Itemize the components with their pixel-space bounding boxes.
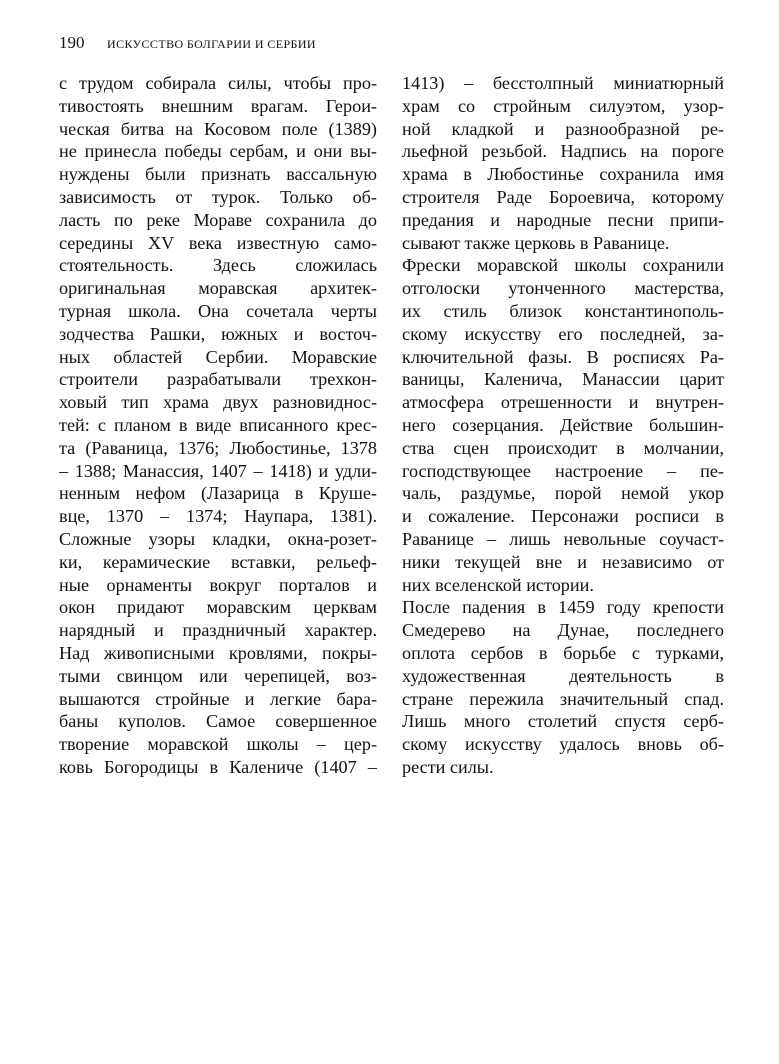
text-line: льефной резьбой. Надпись на пороге bbox=[402, 141, 724, 162]
text-line: нуждены были признать вассальную bbox=[59, 164, 377, 185]
text-line: сывают также церковь в Раванице. bbox=[402, 232, 670, 253]
text-line: ненным нефом (Лазарица в Круше- bbox=[59, 483, 377, 504]
text-line: чаль, раздумье, порой немой укор bbox=[402, 483, 724, 504]
page-number: 190 bbox=[59, 33, 85, 52]
text-line: зодчества Рашки, южных и восточ- bbox=[59, 323, 377, 344]
text-line: ники текущей вне и независимо от bbox=[402, 551, 724, 572]
text-line: Лишь много столетий спустя серб- bbox=[402, 711, 724, 732]
text-line: Фрески моравской школы сохранили bbox=[402, 255, 724, 276]
text-line: и сожаление. Персонажи росписи в bbox=[402, 506, 724, 527]
text-line: ных областей Сербии. Моравские bbox=[59, 346, 377, 367]
text-line: оригинальная моравская архитек- bbox=[59, 278, 377, 299]
text-line: 1413) – бесстолпный миниатюрный bbox=[402, 73, 724, 93]
text-line: стоятельность. Здесь сложилась bbox=[59, 255, 377, 276]
text-line: него созерцания. Действие большин- bbox=[402, 414, 724, 435]
text-line: вце, 1370 – 1374; Наупара, 1381). bbox=[59, 506, 377, 527]
text-line: не принесла победы сербам, и они вы- bbox=[59, 141, 377, 162]
text-line: скому искусству удалось вновь об- bbox=[402, 734, 724, 755]
text-line: баны куполов. Самое совершенное bbox=[59, 711, 377, 732]
text-line: храма в Любостинье сохранила имя bbox=[402, 164, 724, 185]
text-line: середины XV века известную само- bbox=[59, 232, 377, 253]
text-line: ные орнаменты вокруг порталов и bbox=[59, 574, 377, 595]
text-line: окон придают моравским церквам bbox=[59, 597, 377, 618]
text-line: с трудом собирала силы, чтобы про- bbox=[59, 73, 377, 93]
text-line: ковь Богородицы в Калениче (1407 – bbox=[59, 756, 377, 777]
text-line: ства сцен происходит в молчании, bbox=[402, 437, 724, 458]
text-line: строители разрабатывали трехкон- bbox=[59, 369, 377, 390]
text-line: скому искусству его последней, за- bbox=[402, 323, 724, 344]
text-line: После падения в 1459 году крепости bbox=[402, 597, 724, 618]
left-text-column bbox=[59, 72, 377, 779]
text-line: тей: с планом в виде вписанного крес- bbox=[59, 414, 377, 435]
text-line: Раванице – лишь невольные соучаст- bbox=[402, 528, 724, 549]
text-line: вышаются стройные и легкие бара- bbox=[59, 688, 377, 709]
text-line: тивостоять внешним врагам. Герои- bbox=[59, 95, 377, 116]
text-line: Смедерево на Дунае, последнего bbox=[402, 620, 724, 641]
page-header bbox=[59, 32, 724, 56]
text-line: оплота сербов в борьбе с турками, bbox=[402, 642, 724, 663]
text-line: ласть по реке Мораве сохранила до bbox=[59, 209, 377, 230]
text-line: художественная деятельность в bbox=[402, 665, 724, 686]
text-line: зависимость от турок. Только об- bbox=[59, 186, 377, 207]
text-line: отголоски утонченного мастерства, bbox=[402, 278, 724, 299]
text-line: ваницы, Каленича, Манассии царит bbox=[402, 369, 724, 390]
text-line: рести силы. bbox=[402, 756, 494, 777]
running-head: ИСКУССТВО БОЛГАРИИ И СЕРБИИ bbox=[107, 37, 316, 51]
text-line: турная школа. Она сочетала черты bbox=[59, 300, 377, 321]
text-line: ки, керамические вставки, рельеф- bbox=[59, 551, 377, 572]
text-line: та (Раваница, 1376; Любостинье, 1378 bbox=[59, 437, 377, 458]
right-text-column bbox=[402, 72, 724, 779]
text-line: нарядный и праздничный характер. bbox=[59, 620, 377, 641]
text-line: тыми свинцом или черепицей, воз- bbox=[59, 665, 377, 686]
text-line: стране пережила значительный спад. bbox=[402, 688, 724, 709]
text-line: Над живописными кровлями, покры- bbox=[59, 642, 377, 663]
text-line: ной кладкой и разнообразной ре- bbox=[402, 118, 724, 139]
text-line: строителя Раде Бороевича, которому bbox=[402, 186, 724, 207]
text-line: храм со стройным силуэтом, узор- bbox=[402, 95, 724, 116]
text-line: них вселенской истории. bbox=[402, 574, 594, 595]
text-line: предания и народные песни припи- bbox=[402, 209, 724, 230]
text-line: ключительной фазы. В росписях Ра- bbox=[402, 346, 724, 367]
text-line: творение моравской школы – цер- bbox=[59, 734, 377, 755]
text-line: господствующее настроение – пе- bbox=[402, 460, 724, 481]
text-line: их стиль близок константинополь- bbox=[402, 300, 724, 321]
text-line: – 1388; Манассия, 1407 – 1418) и удли- bbox=[59, 460, 377, 481]
text-line: ческая битва на Косовом поле (1389) bbox=[59, 118, 377, 139]
text-line: Сложные узоры кладки, окна-розет- bbox=[59, 528, 377, 549]
text-line: ховый тип храма двух разновиднос- bbox=[59, 392, 377, 413]
text-line: атмосфера отрешенности и внутрен- bbox=[402, 392, 724, 413]
